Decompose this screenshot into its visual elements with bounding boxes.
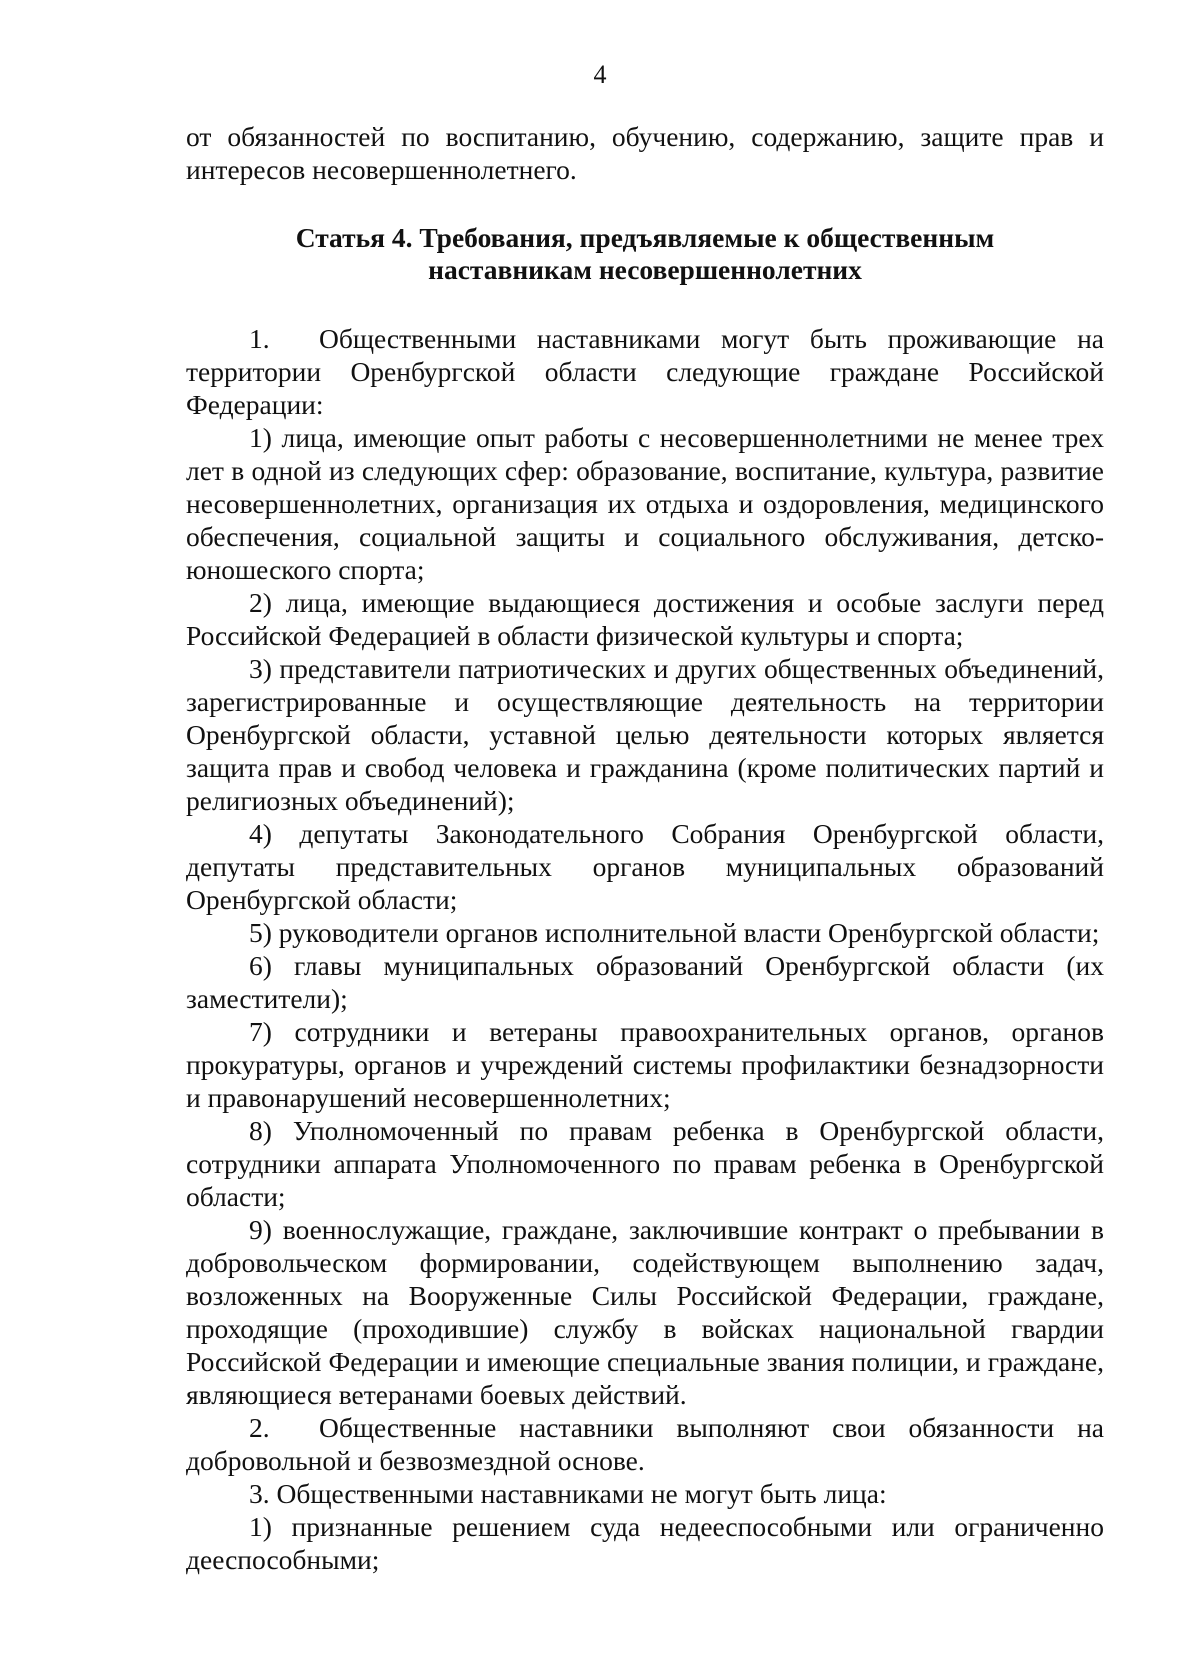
clause-1-item-3: 3) представители патриотических и других общественных объединений, зарегистрированные и осуществляющие деятельность на территории Оренбургской области, уставной целью деятельности которых является защита прав и свобод человека и гражданина (кроме политических партий и религиозных объединений); <box>186 653 1104 816</box>
clause-1-item-5: 5) руководители органов исполнительной власти Оренбургской области; <box>249 917 1100 948</box>
clause-1-item-8: 8) Уполномоченный по правам ребенка в Оренбургской области, сотрудники аппарата Уполномоченного по правам ребенка в Оренбургской области; <box>186 1115 1104 1212</box>
clause-1-text: Общественными наставниками могут быть проживающие на территории Оренбургской области следующие граждане Российской Федерации: <box>186 323 1104 420</box>
article-title <box>186 222 1104 286</box>
clause-1-item-2: 2) лица, имеющие выдающиеся достижения и особые заслуги перед Российской Федерацией в области физической культуры и спорта; <box>186 587 1104 651</box>
clause-3-item-1: 1) признанные решением суда недееспособными или ограниченно дееспособными; <box>186 1511 1104 1575</box>
clause-2 <box>186 1411 1104 1477</box>
clause-1-item-1: 1) лица, имеющие опыт работы с несовершеннолетними не менее трех лет в одной из следующих сфер: образование, воспитание, культура, развитие несовершеннолетних, организация их отдыха и оздоровления, медицинского обеспечения, социальной защиты и социального обслуживания, детско-юношеского спорта; <box>186 422 1104 585</box>
clause-1-item-6: 6) главы муниципальных образований Оренбургской области (их заместители); <box>186 950 1104 1014</box>
clause-1 <box>186 322 1104 421</box>
clause-2-text: Общественные наставники выполняют свои обязанности на добровольной и безвозмездной основе. <box>186 1412 1104 1476</box>
page-number: 4 <box>593 60 607 89</box>
document-body <box>186 120 1104 1576</box>
clause-1-item-4: 4) депутаты Законодательного Собрания Оренбургской области, депутаты представительных органов муниципальных образований Оренбургской области; <box>186 818 1104 915</box>
clause-3: 3. Общественными наставниками не могут быть лица: <box>249 1478 887 1509</box>
clause-1-item-7: 7) сотрудники и ветераны правоохранительных органов, органов прокуратуры, органов и учреждений системы профилактики безнадзорности и правонарушений несовершеннолетних; <box>186 1016 1104 1113</box>
clause-1-number: 1. <box>249 323 270 354</box>
article-title-line-2: наставникам несовершеннолетних <box>428 254 862 285</box>
intro-paragraph: от обязанностей по воспитанию, обучению, содержанию, защите прав и интересов несовершеннолетнего. <box>186 121 1104 185</box>
clause-2-number: 2. <box>249 1412 270 1443</box>
article-title-line-1: Статья 4. Требования, предъявляемые к общественным <box>295 222 995 253</box>
clause-1-item-9: 9) военнослужащие, граждане, заключившие контракт о пребывании в добровольческом формировании, содействующем выполнению задач, возложенных на Вооруженные Силы Российской Федерации, граждане, проходящие (проходившие) службу в войсках национальной гвардии Российской Федерации и имеющие специальные звания полиции, и граждане, являющиеся ветеранами боевых действий. <box>186 1214 1104 1410</box>
